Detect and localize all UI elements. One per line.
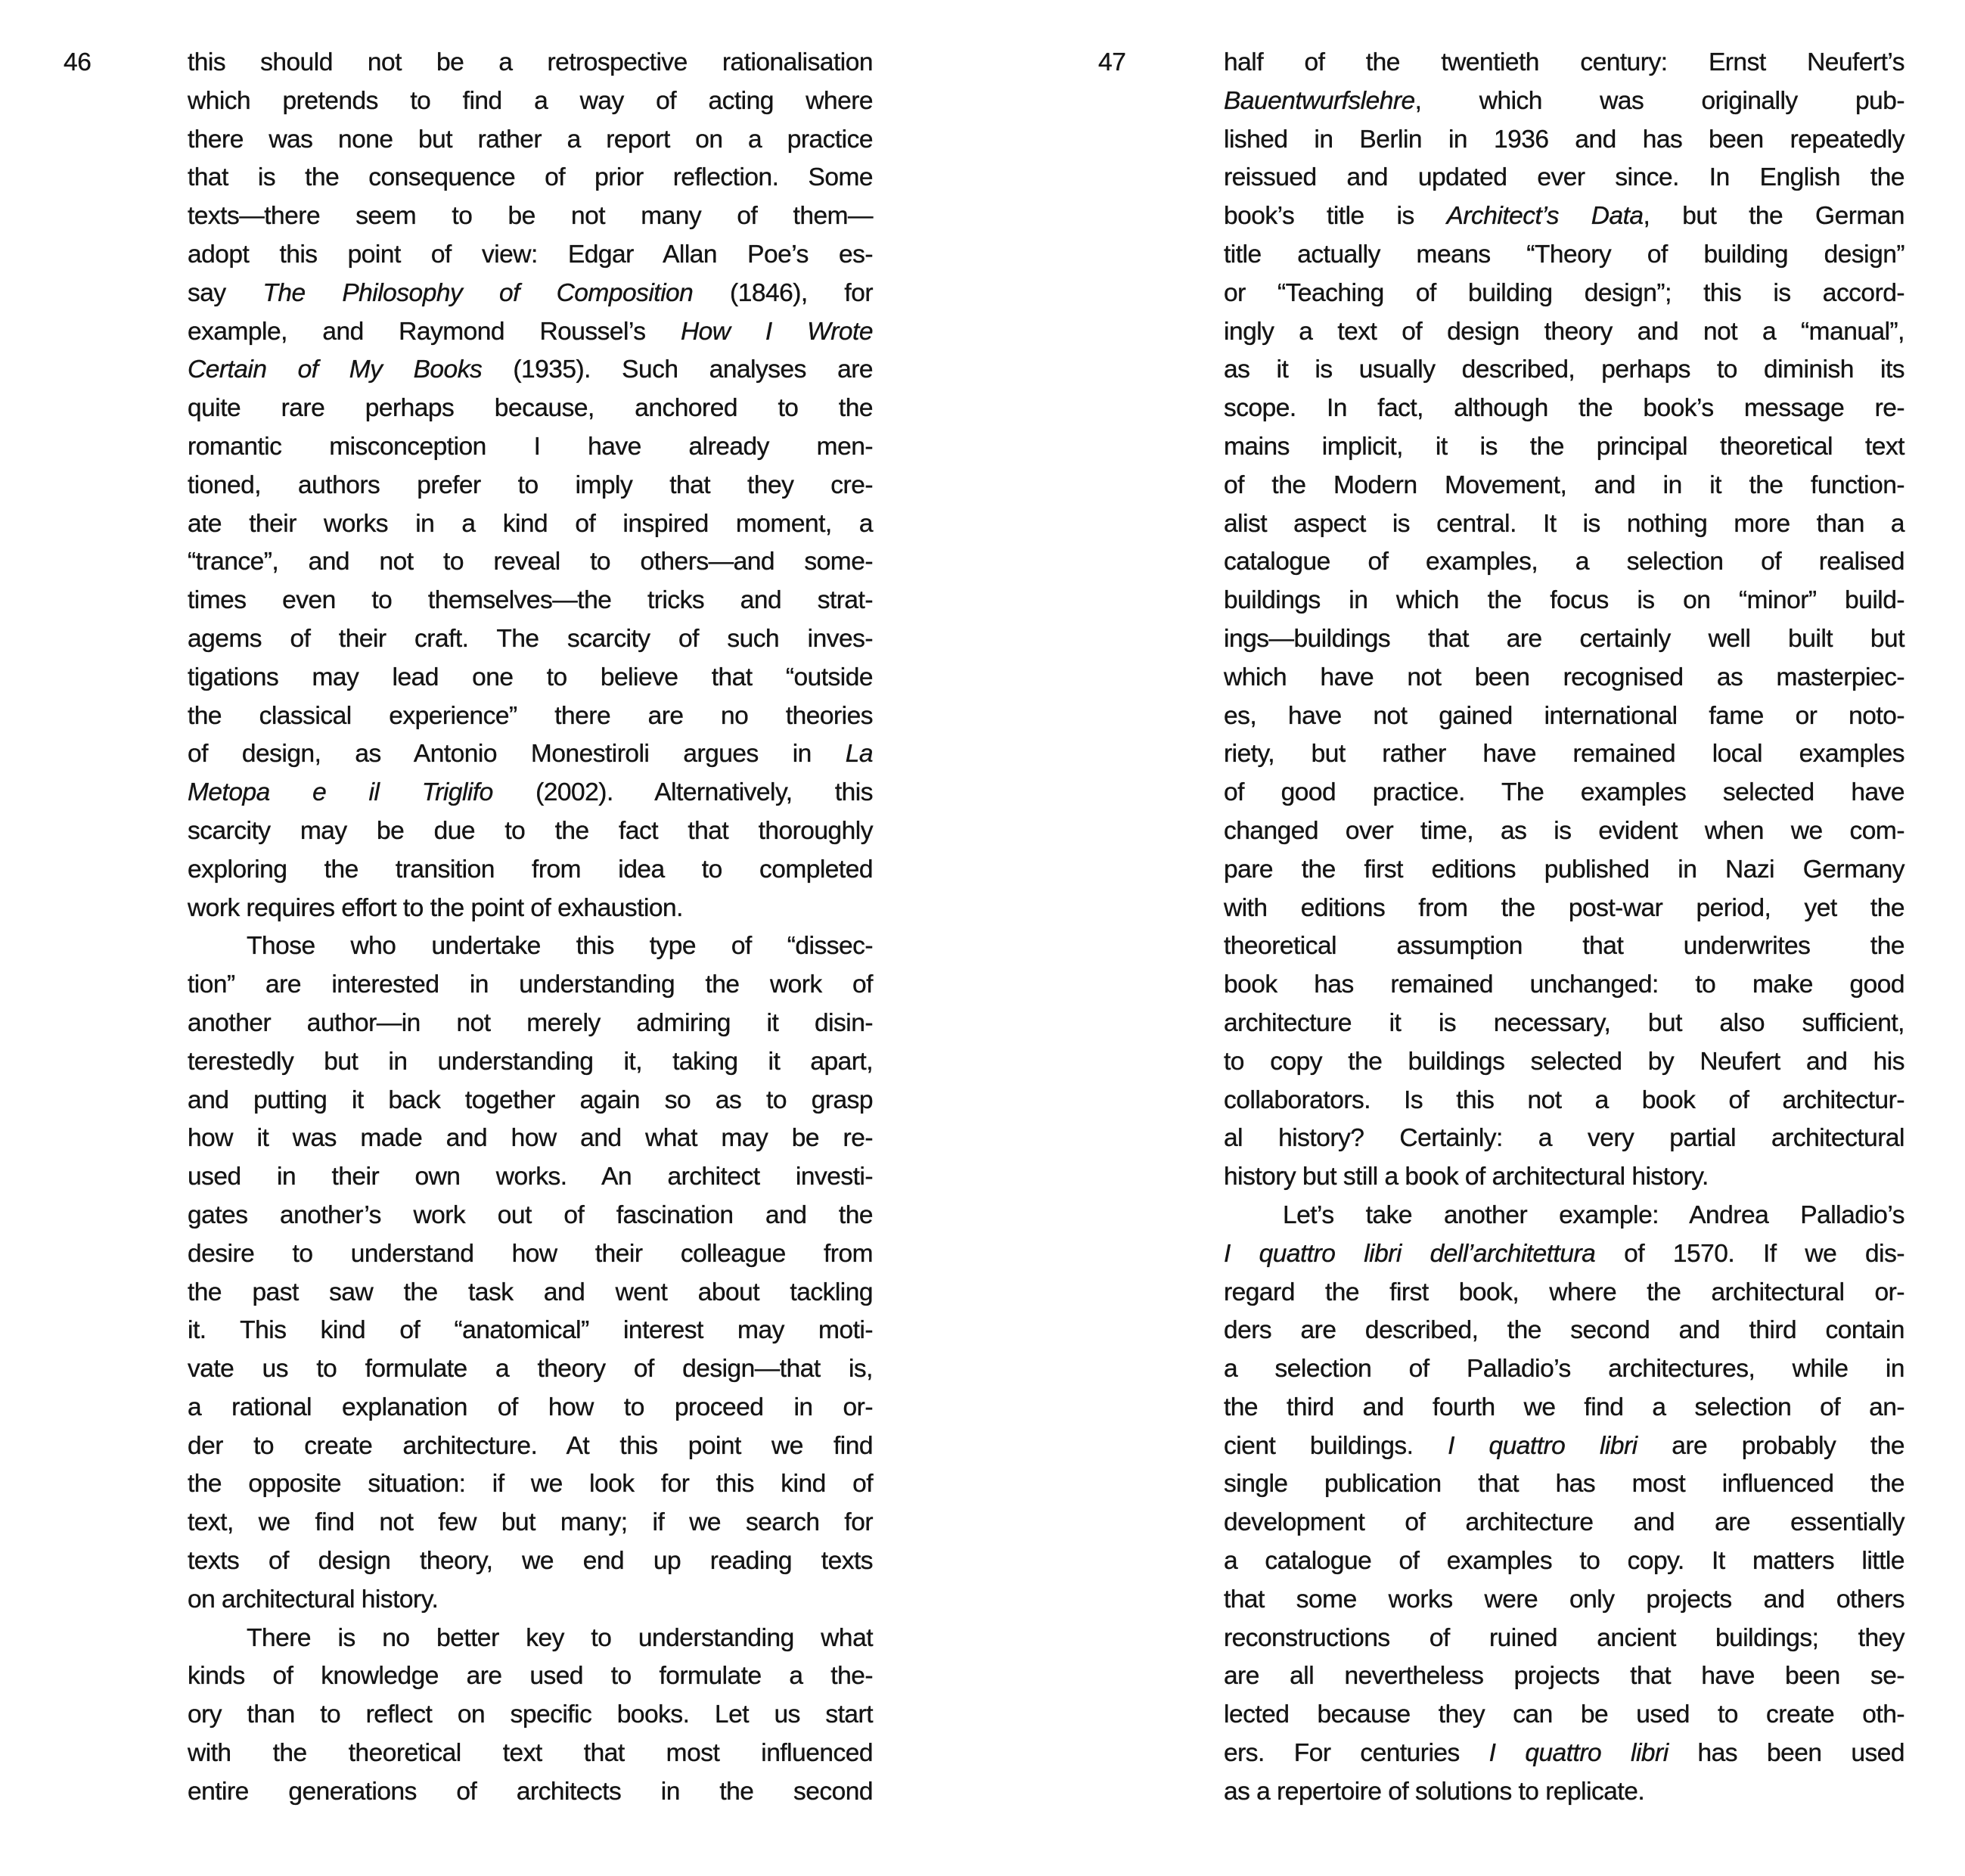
text-line: changed over time, as is evident when we com- <box>1224 816 1904 845</box>
text-line: der to create architecture. At this point we find <box>188 1431 873 1460</box>
text-line: Those who undertake this type of “dissec- <box>247 932 873 961</box>
text-line: history but still a book of architectural history. <box>1224 1163 1709 1191</box>
text-line: cient buildings. I quattro libri are probably the <box>1224 1431 1904 1460</box>
text-line: tigations may lead one to believe that “outside <box>188 663 873 691</box>
text-line: title actually means “Theory of building design” <box>1224 240 1904 269</box>
text-line: of the Modern Movement, and in it the function- <box>1224 471 1904 499</box>
text-line: on architectural history. <box>188 1585 439 1614</box>
text-line: of good practice. The examples selected have <box>1224 778 1904 807</box>
text-line: lected because they can be used to create oth- <box>1224 1701 1904 1729</box>
text-line: the past saw the task and went about tackling <box>188 1278 873 1306</box>
text-column-right <box>1224 44 1904 1812</box>
text-line: it. This kind of “anatomical” interest may moti- <box>188 1316 873 1345</box>
text-line: a catalogue of examples to copy. It matters little <box>1224 1547 1904 1576</box>
text-line: romantic misconception I have already men- <box>188 432 873 461</box>
text-line: I quattro libri dell’architettura of 1570. If we dis- <box>1224 1239 1904 1268</box>
text-line: reconstructions of ruined ancient buildings; they <box>1224 1623 1904 1652</box>
text-line: single publication that has most influenced the <box>1224 1470 1904 1499</box>
text-line: architecture it is necessary, but also sufficient, <box>1224 1008 1904 1037</box>
text-line: as a repertoire of solutions to replicate. <box>1224 1777 1645 1806</box>
text-line: agems of their craft. The scarcity of such inves- <box>188 624 873 653</box>
text-line: pare the first editions published in Nazi Germany <box>1224 855 1904 884</box>
text-line: terestedly but in understanding it, taking it apart, <box>188 1047 873 1076</box>
text-line: buildings in which the focus is on “minor” build- <box>1224 586 1904 615</box>
text-line: Let’s take another example: Andrea Palladio’s <box>1283 1200 1904 1229</box>
text-line: are all nevertheless projects that have been se- <box>1224 1662 1904 1691</box>
text-line: to copy the buildings selected by Neufert and his <box>1224 1047 1904 1076</box>
text-line: as it is usually described, perhaps to diminish its <box>1224 356 1904 384</box>
text-line: mains implicit, it is the principal theoretical text <box>1224 432 1904 461</box>
text-line: which have not been recognised as masterpiec- <box>1224 663 1904 691</box>
text-line: ders are described, the second and third contain <box>1224 1316 1904 1345</box>
text-line: a rational explanation of how to proceed in or- <box>188 1393 873 1421</box>
text-line: half of the twentieth century: Ernst Neufert’s <box>1224 48 1904 76</box>
text-line: Metopa e il Triglifo (2002). Alternatively, this <box>188 778 873 807</box>
text-line: entire generations of architects in the second <box>188 1777 873 1806</box>
text-line: There is no better key to understanding what <box>247 1623 873 1652</box>
text-line: theoretical assumption that underwrites the <box>1224 932 1904 961</box>
text-line: desire to understand how their colleague from <box>188 1239 873 1268</box>
text-line: al history? Certainly: a very partial architectural <box>1224 1124 1904 1153</box>
text-line: work requires effort to the point of exhaustion. <box>188 893 683 922</box>
page-number-right: 47 <box>1098 48 1126 76</box>
text-line: ate their works in a kind of inspired moment, a <box>188 509 873 538</box>
text-line: tion” are interested in understanding the work of <box>188 971 873 999</box>
text-line: kinds of knowledge are used to formulate a the- <box>188 1662 873 1691</box>
text-line: say The Philosophy of Composition (1846), for <box>188 278 873 307</box>
text-line: alist aspect is central. It is nothing more than a <box>1224 509 1904 538</box>
text-line: reissued and updated ever since. In English the <box>1224 163 1904 192</box>
text-line: used in their own works. An architect investi- <box>188 1163 873 1191</box>
text-line: times even to themselves—the tricks and strat- <box>188 586 873 615</box>
text-line: that is the consequence of prior reflection. Some <box>188 163 873 192</box>
text-line: texts—there seem to be not many of them— <box>188 202 873 231</box>
text-line: the classical experience” there are no theories <box>188 701 873 730</box>
text-line: riety, but rather have remained local examples <box>1224 740 1904 769</box>
text-line: of design, as Antonio Monestiroli argues in La <box>188 740 873 769</box>
text-line: exploring the transition from idea to completed <box>188 855 873 884</box>
text-line: the opposite situation: if we look for this kind of <box>188 1470 873 1499</box>
text-line: ingly a text of design theory and not a “manual”, <box>1224 317 1904 346</box>
text-line: “trance”, and not to reveal to others—and some- <box>188 548 873 576</box>
text-line: book has remained unchanged: to make good <box>1224 971 1904 999</box>
text-line: or “Teaching of building design”; this is accord- <box>1224 278 1904 307</box>
text-line: quite rare perhaps because, anchored to the <box>188 394 873 423</box>
text-line: adopt this point of view: Edgar Allan Poe’s es- <box>188 240 873 269</box>
text-line: with editions from the post-war period, yet the <box>1224 893 1904 922</box>
text-line: text, we find not few but many; if we search for <box>188 1508 873 1537</box>
text-line: another author—in not merely admiring it disin- <box>188 1008 873 1037</box>
text-column-left <box>188 44 873 1812</box>
text-line: lished in Berlin in 1936 and has been repeatedly <box>1224 125 1904 154</box>
text-line: ory than to reflect on specific books. Let us start <box>188 1701 873 1729</box>
text-line: scope. In fact, although the book’s message re- <box>1224 394 1904 423</box>
text-line: Bauentwurfslehre, which was originally pub- <box>1224 86 1904 115</box>
text-line: collaborators. Is this not a book of architectur- <box>1224 1086 1904 1114</box>
text-line: this should not be a retrospective rationalisation <box>188 48 873 76</box>
text-line: es, have not gained international fame or noto- <box>1224 701 1904 730</box>
text-line: scarcity may be due to the fact that thoroughly <box>188 816 873 845</box>
text-line: which pretends to find a way of acting where <box>188 86 873 115</box>
text-line: with the theoretical text that most influenced <box>188 1739 873 1768</box>
text-line: example, and Raymond Roussel’s How I Wrote <box>188 317 873 346</box>
text-line: development of architecture and are essentially <box>1224 1508 1904 1537</box>
text-line: texts of design theory, we end up reading texts <box>188 1547 873 1576</box>
text-line: how it was made and how and what may be re- <box>188 1124 873 1153</box>
text-line: catalogue of examples, a selection of realised <box>1224 548 1904 576</box>
text-line: regard the first book, where the architectural or- <box>1224 1278 1904 1306</box>
text-line: book’s title is Architect’s Data, but the German <box>1224 202 1905 231</box>
text-line: ings—buildings that are certainly well built but <box>1224 624 1904 653</box>
text-line: tioned, authors prefer to imply that they cre- <box>188 471 873 499</box>
text-line: and putting it back together again so as to grasp <box>188 1086 873 1114</box>
text-line: there was none but rather a report on a practice <box>188 125 873 154</box>
text-line: vate us to formulate a theory of design—that is, <box>188 1355 873 1384</box>
page-number-left: 46 <box>64 48 92 76</box>
text-line: ers. For centuries I quattro libri has been used <box>1224 1739 1904 1768</box>
text-line: that some works were only projects and others <box>1224 1585 1904 1614</box>
text-line: the third and fourth we find a selection of an- <box>1224 1393 1904 1421</box>
text-line: gates another’s work out of fascination and the <box>188 1200 873 1229</box>
text-line: Certain of My Books (1935). Such analyses are <box>188 356 873 384</box>
text-line: a selection of Palladio’s architectures, while in <box>1224 1355 1904 1384</box>
